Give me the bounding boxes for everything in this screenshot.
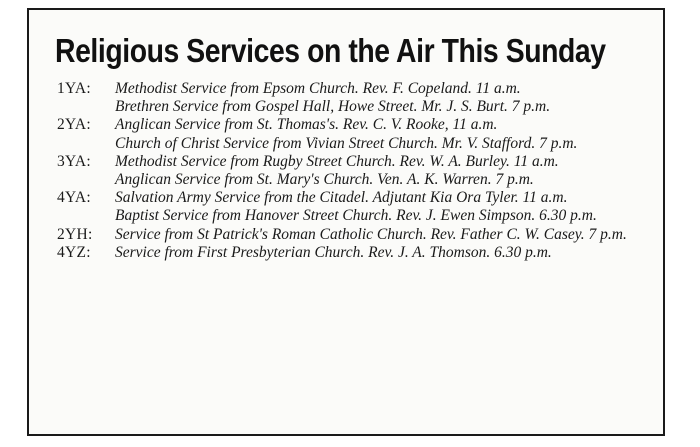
article-title: Religious Services on the Air This Sunday bbox=[55, 32, 606, 69]
station-call-sign: 4YZ: bbox=[57, 243, 91, 261]
station-call-sign: 1YA: bbox=[57, 80, 91, 97]
service-list bbox=[115, 80, 663, 116]
station-list bbox=[57, 80, 663, 262]
station-call-sign: 3YA: bbox=[57, 152, 91, 170]
service-list bbox=[115, 116, 663, 152]
station-entry bbox=[57, 153, 663, 189]
service-item: Anglican Service from St. Thomas's. Rev. C. V. Rooke, 11 a.m. bbox=[115, 116, 498, 134]
station-entry bbox=[57, 244, 663, 262]
service-item: Baptist Service from Hanover Street Church. Rev. J. Ewen Simpson. 6.30 p.m. bbox=[115, 207, 597, 225]
station-entry bbox=[57, 116, 663, 152]
service-item: Service from St Patrick's Roman Catholic Church. Rev. Father C. W. Casey. 7 p.m. bbox=[115, 225, 627, 243]
station-call-sign: 2YA: bbox=[57, 116, 91, 134]
service-item: Methodist Service from Epsom Church. Rev. F. Copeland. 11 a.m. bbox=[115, 80, 521, 97]
service-item: Methodist Service from Rugby Street Church. Rev. W. A. Burley. 11 a.m. bbox=[115, 152, 559, 170]
article-frame bbox=[27, 8, 665, 436]
service-list bbox=[115, 189, 663, 225]
service-list bbox=[115, 226, 663, 244]
service-item: Salvation Army Service from the Citadel. Adjutant Kia Ora Tyler. 11 a.m. bbox=[115, 189, 568, 207]
station-entry bbox=[57, 80, 663, 116]
service-item: Church of Christ Service from Vivian Street Church. Mr. V. Stafford. 7 p.m. bbox=[115, 134, 578, 152]
service-list bbox=[115, 244, 663, 262]
station-call-sign: 4YA: bbox=[57, 189, 91, 207]
service-item: Service from First Presbyterian Church. Rev. J. A. Thomson. 6.30 p.m. bbox=[115, 243, 552, 261]
station-entry bbox=[57, 189, 663, 225]
station-entry bbox=[57, 226, 663, 244]
service-item: Anglican Service from St. Mary's Church. Ven. A. K. Warren. 7 p.m. bbox=[115, 171, 534, 189]
service-item: Brethren Service from Gospel Hall, Howe Street. Mr. J. S. Burt. 7 p.m. bbox=[115, 98, 551, 116]
station-call-sign: 2YH: bbox=[57, 225, 93, 243]
service-list bbox=[115, 153, 663, 189]
